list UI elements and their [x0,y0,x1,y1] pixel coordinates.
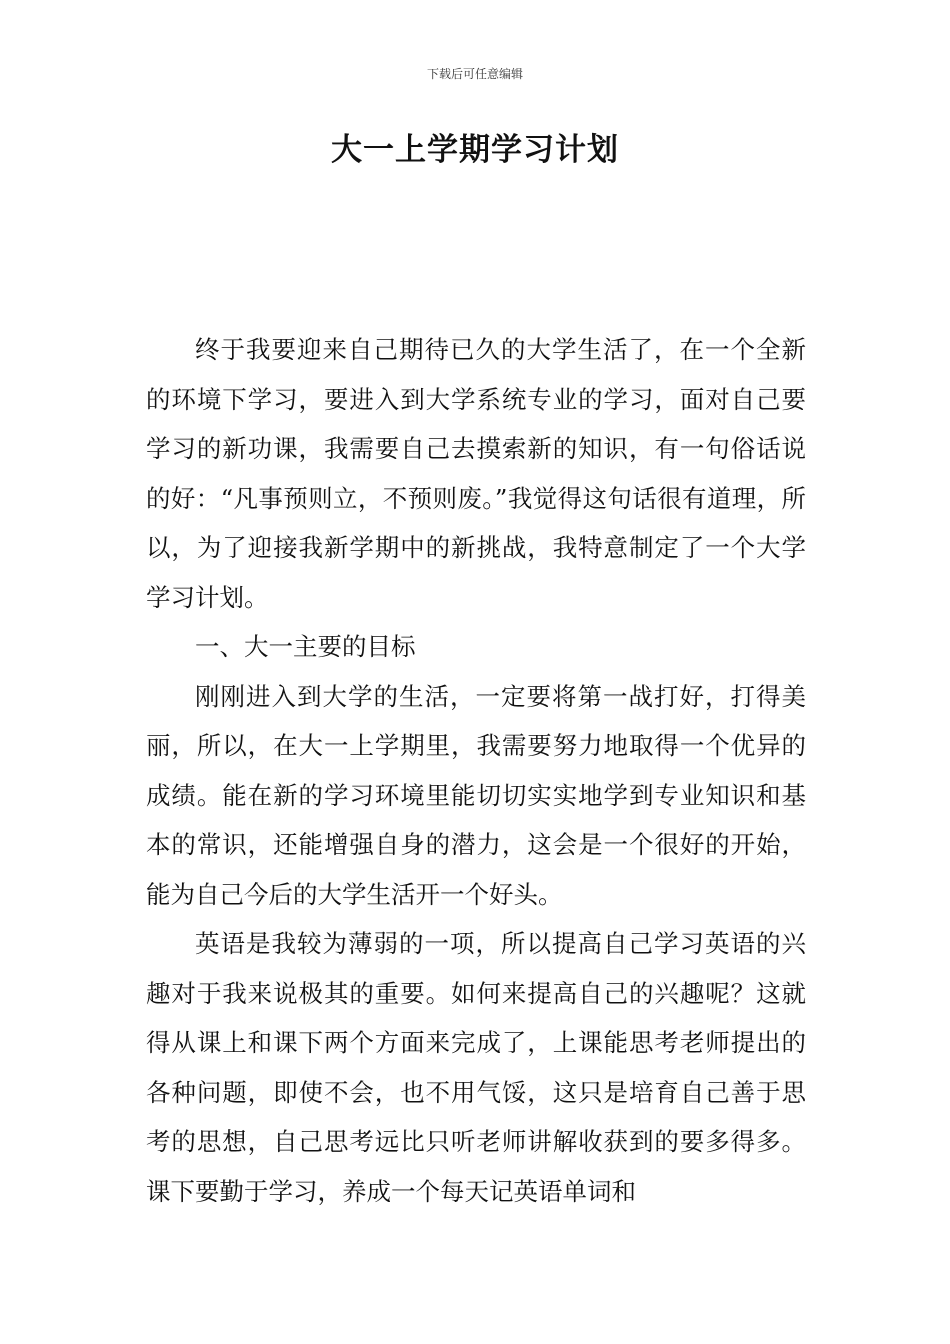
document-title: 大一上学期学习计划 [331,132,619,168]
paragraph-intro: 终于我要迎来自己期待已久的大学生活了，在一个全新的环境下学习，要进入到大学系统专业的学习，面对自己要学习的新功课，我需要自己去摸索新的知识，有一句俗话说的好：“凡事预则立，不预则废。”我觉得这句话很有道理，所以，为了迎接我新学期中的新挑战，我特意制定了一个大学学习计划。 [146,335,806,612]
paragraph-english: 英语是我较为薄弱的一项，所以提高自己学习英语的兴趣对于我来说极其的重要。如何来提高自己的兴趣呢？这就得从课上和课下两个方面来完成了，上课能思考老师提出的各种问题，即使不会，也不用气馁，这只是培育自己善于思考的思想，自己思考远比只听老师讲解收获到的要多得多。课下要勤于学习，养成一个每天记英语单词和 [146,929,806,1206]
document-body [146,325,806,1216]
section-heading-goals: 一、大一主要的目标 [195,632,416,661]
page-header-note: 下载后可任意编辑 [426,67,523,81]
paragraph-goals: 刚刚进入到大学的生活，一定要将第一战打好，打得美丽，所以，在大一上学期里，我需要努力地取得一个优异的成绩。能在新的学习环境里能切切实实地学到专业知识和基本的常识，还能增强自身的潜力，这会是一个很好的开始，能为自己今后的大学生活开一个好头。 [146,681,806,909]
